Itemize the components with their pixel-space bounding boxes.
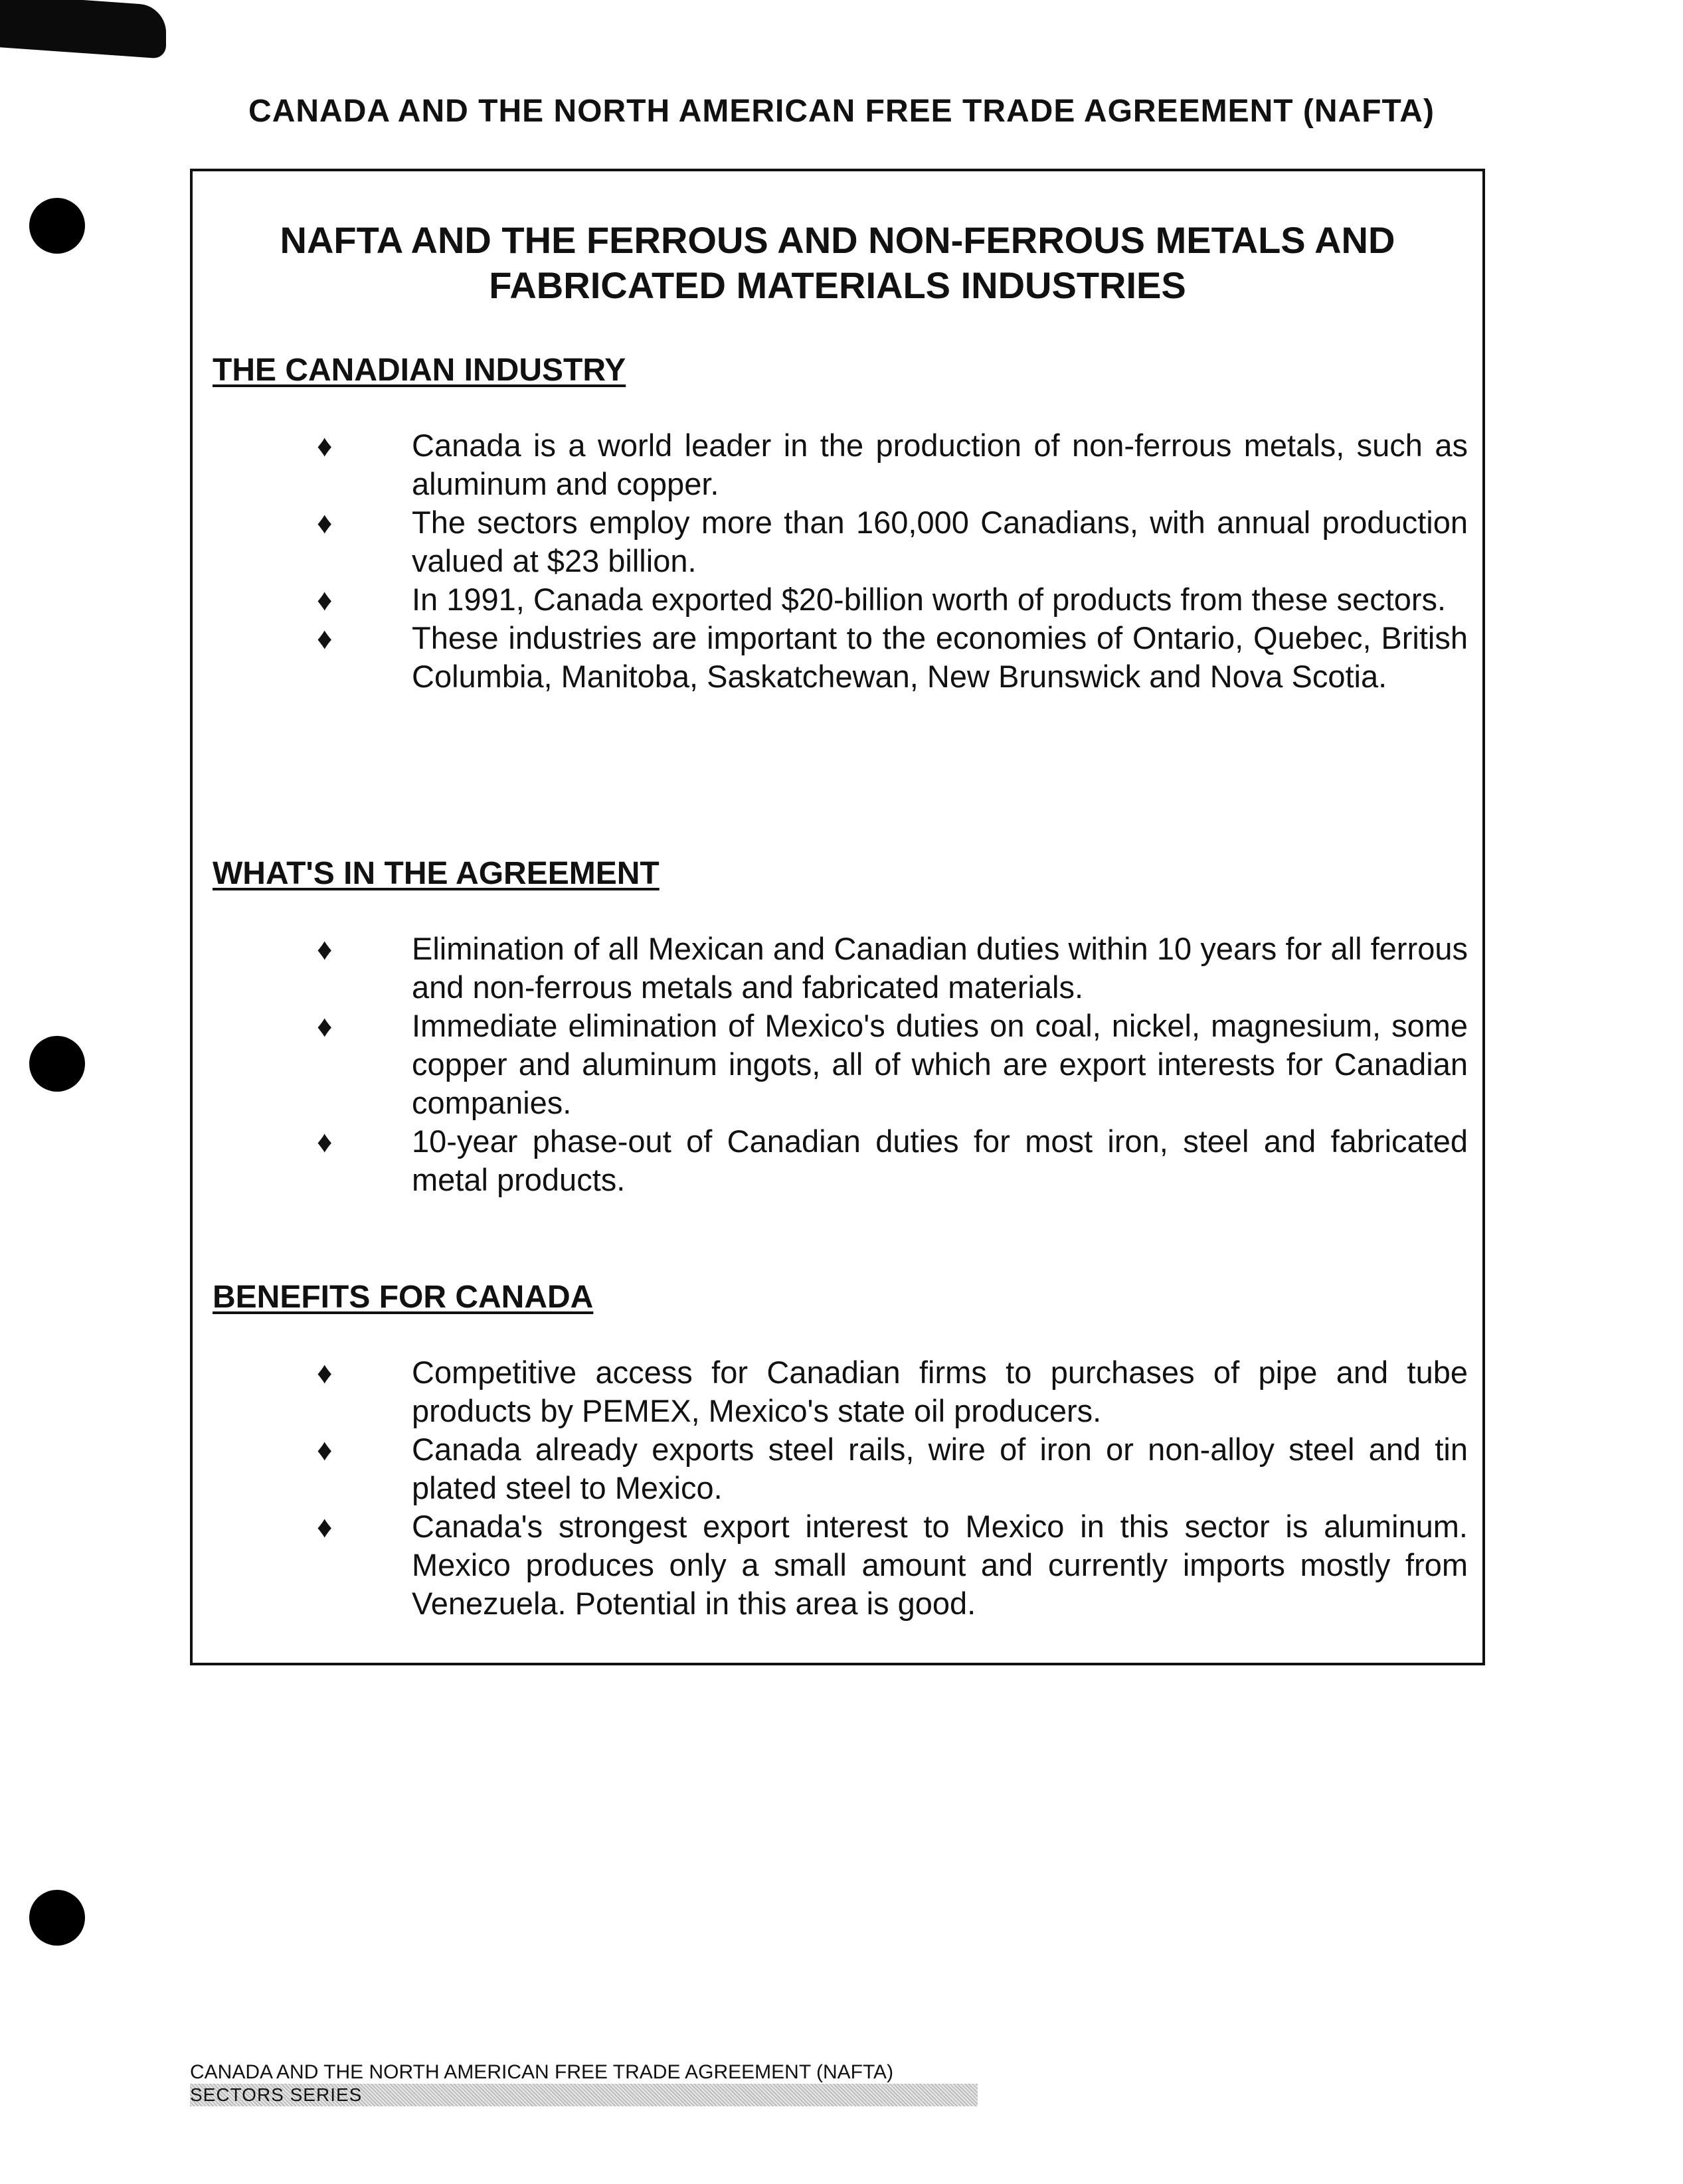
list-item-text: Competitive access for Canadian firms to purchases of pipe and tube products by PEMEX, Mexico's state oil producers. (412, 1355, 1468, 1428)
diamond-bullet-icon: ♦ (317, 428, 333, 463)
list-item (213, 503, 1468, 580)
list-item (213, 426, 1468, 503)
diamond-bullet-icon: ♦ (317, 1355, 333, 1390)
diamond-bullet-icon: ♦ (317, 505, 333, 540)
bullet-list-canadian-industry (213, 426, 1468, 696)
page-footer (190, 2061, 987, 2106)
punch-hole (29, 1890, 85, 1946)
box-title (193, 218, 1482, 308)
list-item-text: Elimination of all Mexican and Canadian duties within 10 years for all ferrous and non-ferrous metals and fabricated materials. (412, 931, 1468, 1005)
list-item (213, 1122, 1468, 1199)
footer-series-label: SECTORS SERIES (190, 2084, 978, 2106)
list-item (213, 1430, 1468, 1507)
list-item-text: In 1991, Canada exported $20-billion worth of products from these sectors. (412, 582, 1447, 617)
section-heading-benefits-for-canada: BENEFITS FOR CANADA (213, 1280, 594, 1315)
diamond-bullet-icon: ♦ (317, 1509, 333, 1544)
bullet-list-benefits (213, 1353, 1468, 1623)
list-item (213, 1007, 1468, 1122)
content-box (190, 169, 1485, 1665)
section-heading-whats-in-the-agreement: WHAT'S IN THE AGREEMENT (213, 856, 660, 891)
list-item (213, 930, 1468, 1007)
list-item-text: Immediate elimination of Mexico's duties on coal, nickel, magnesium, some copper and aluminum ingots, all of which are export interests for Canadian companies. (412, 1008, 1468, 1120)
footer-title: CANADA AND THE NORTH AMERICAN FREE TRADE AGREEMENT (NAFTA) (190, 2061, 894, 2083)
list-item (213, 619, 1468, 696)
diamond-bullet-icon: ♦ (317, 1432, 333, 1467)
section-heading-canadian-industry: THE CANADIAN INDUSTRY (213, 353, 626, 388)
diamond-bullet-icon: ♦ (317, 582, 333, 617)
list-item (213, 1507, 1468, 1623)
diamond-bullet-icon: ♦ (317, 1124, 333, 1159)
list-item (213, 580, 1468, 619)
list-item-text: Canada is a world leader in the production of non-ferrous metals, such as aluminum and copper. (412, 428, 1468, 501)
list-item-text: Canada's strongest export interest to Mexico in this sector is aluminum. Mexico produces only a small amount and currently imports mostly from Venezuela. Potential in this area is good. (412, 1509, 1468, 1621)
bullet-list-agreement (213, 930, 1468, 1199)
diamond-bullet-icon: ♦ (317, 621, 333, 655)
list-item-text: The sectors employ more than 160,000 Canadians, with annual production valued at $23 billion. (412, 505, 1468, 578)
diamond-bullet-icon: ♦ (317, 932, 333, 966)
list-item-text: Canada already exports steel rails, wire of iron or non-alloy steel and tin plated steel to Mexico. (412, 1432, 1468, 1505)
box-title-line-1: NAFTA AND THE FERROUS AND NON-FERROUS METALS AND (280, 219, 1395, 261)
running-header: CANADA AND THE NORTH AMERICAN FREE TRADE AGREEMENT (NAFTA) (248, 94, 1435, 129)
list-item (213, 1353, 1468, 1430)
list-item-text: These industries are important to the economies of Ontario, Quebec, British Columbia, Manitoba, Saskatchewan, New Brunswick and Nova Scotia. (412, 620, 1468, 694)
punch-hole (29, 1036, 85, 1092)
diamond-bullet-icon: ♦ (317, 1009, 333, 1043)
box-title-line-2: FABRICATED MATERIALS INDUSTRIES (489, 264, 1186, 306)
list-item-text: 10-year phase-out of Canadian duties for most iron, steel and fabricated metal products. (412, 1124, 1468, 1197)
scan-artifact-mark (0, 0, 166, 59)
punch-hole (29, 198, 85, 254)
